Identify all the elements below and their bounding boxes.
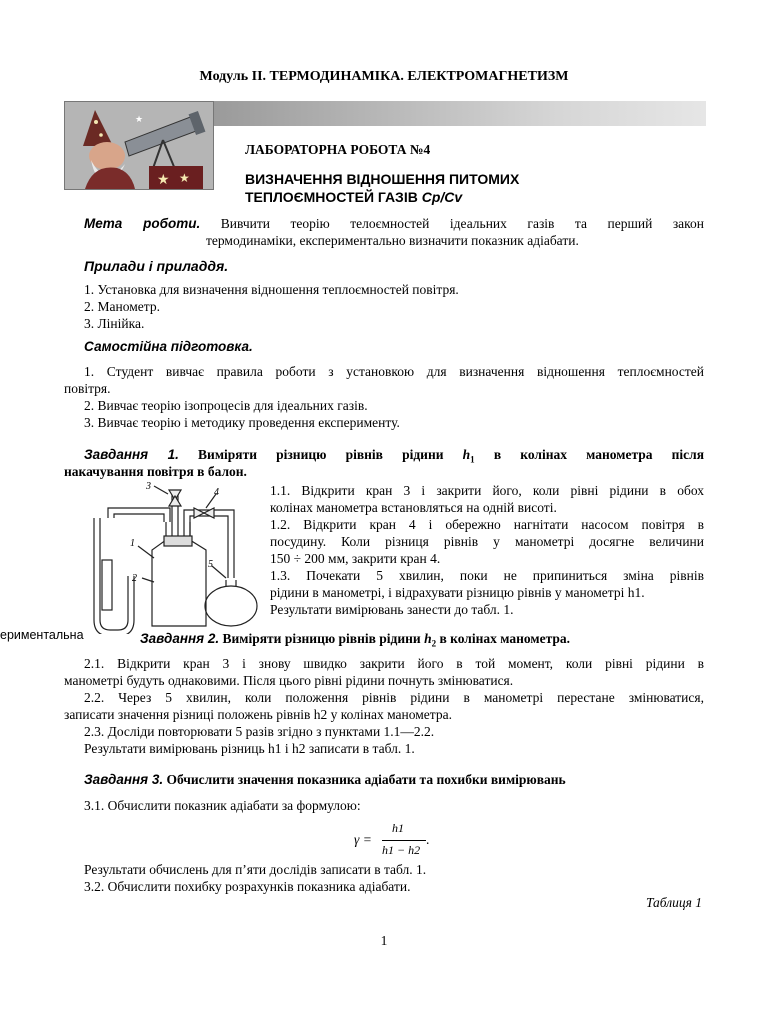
task1-step-line: 150 ÷ 200 мм, закрити кран 4. (270, 551, 441, 566)
formula-lhs: γ = (354, 832, 372, 847)
task1-title-line2: накачування повітря в балон. (64, 464, 247, 479)
task1-heading (64, 446, 704, 480)
instrument-item: 1. Установка для визначення відношення теплоємностей повітря. (84, 282, 459, 297)
task3-p1: 3.1. Обчислити показник адіабати за формулою: (84, 798, 361, 813)
self-prep-item3: 3. Вивчає теорію і методику проведення експерименту. (84, 415, 400, 430)
module-title: Модуль ІІ. ТЕРМОДИНАМІКА. ЕЛЕКТРОМАГНЕТИЗМ (199, 69, 569, 84)
page-number: 1 (380, 933, 388, 948)
diagram-label: 4 (214, 487, 219, 498)
self-prep-item2: 2. Вивчає теорію ізопроцесів для ідеальних газів. (84, 398, 368, 413)
instrument-item: 2. Манометр. (84, 299, 160, 314)
banner-bar (212, 101, 706, 126)
instruments-list (84, 281, 459, 332)
astronomer-logo (64, 101, 214, 190)
task1-step-line: посудину. Коли різниця рівнів у манометрі досягне величини (270, 534, 704, 549)
task2-p3: 2.3. Досліди повторювати 5 разів згідно з пунктами 1.1—2.2. (84, 724, 435, 739)
adiabatic-formula (354, 818, 444, 864)
formula-numerator: h1 (392, 821, 404, 835)
diagram-label: 3 (146, 481, 151, 492)
task3-p3: 3.2. Обчислити похибку розрахунків показника адіабати. (84, 879, 411, 894)
apparatus-diagram (80, 478, 266, 634)
task2-body (64, 655, 704, 757)
task2-p1-line2: манометрі будуть однаковими. Після цього рівні рідини почнуть змінюватися. (64, 673, 514, 688)
task2-heading (140, 630, 570, 647)
task3-heading (84, 771, 566, 788)
diagram-label: 5 (208, 559, 213, 570)
task2-title-var: h (424, 631, 432, 646)
self-prep-item1-cont: повітря. (64, 381, 111, 396)
svg-text:★: ★ (157, 172, 170, 188)
self-prep-list (64, 363, 704, 431)
lab-title-line2 (245, 188, 519, 206)
svg-text:★: ★ (179, 171, 190, 185)
task1-step-line: Результати вимірювань занести до табл. 1. (270, 602, 514, 617)
task1-title-var: h (462, 447, 471, 462)
task2-p2-line2: записати значення різниці положень рівнів h2 у колінах манометра. (64, 707, 452, 722)
formula-denominator: h1 − h2 (382, 843, 421, 857)
diagram-caption-fragment: ериментальна (0, 628, 84, 642)
formula-fraction-bar (382, 840, 426, 841)
task1-step-line: 1.3. Почекати 5 хвилин, поки не припиниться зміна рівнів (270, 568, 704, 583)
table-caption: Таблиця 1 (645, 895, 702, 910)
task1-step-line: 1.1. Відкрити кран 3 і закрити його, коли рівні рідини в обох (270, 483, 704, 498)
task2-title-sub: 2 (431, 638, 437, 649)
task3-title: Обчислити значення показника адіабати та похибки вимірювань (166, 772, 566, 787)
lab-title-ratio: Cp/Cv (421, 189, 463, 205)
lab-title-line2-text: ТЕПЛОЄМНОСТЕЙ ГАЗІВ (245, 189, 418, 205)
task3-label: Завдання 3. (84, 772, 164, 787)
task2-title-end: в колінах манометра. (439, 631, 571, 646)
task1-step-line: колінах манометра встановляться на одній висоті. (270, 500, 557, 515)
goal-label: Мета роботи. (84, 216, 201, 231)
diagram-label: 2 (132, 573, 137, 584)
apparatus-svg (80, 478, 266, 634)
task1-step-line: рідини в манометрі, і відрахувати різницю рівнів у манометрі h1. (270, 585, 645, 600)
formula-end: . (426, 832, 430, 847)
instrument-item: 3. Лінійка. (84, 316, 145, 331)
task2-p4: Результати вимірювань різниць h1 і h2 записати в табл. 1. (84, 741, 415, 756)
lab-title (245, 170, 519, 206)
lab-number: ЛАБОРАТОРНА РОБОТА №4 (245, 142, 431, 157)
goal-section (84, 215, 704, 249)
task2-title: Виміряти різницю рівнів рідини (222, 631, 421, 646)
task3-p2: Результати обчислень для п’яти дослідів записати в табл. 1. (84, 862, 427, 877)
task1-title-a: Виміряти різницю рівнів рідини (198, 447, 444, 462)
diagram-label: 1 (130, 538, 135, 549)
task2-p2-line1: 2.2. Через 5 хвилин, коли положення рівнів рідини в манометрі перестане змінюватися, (84, 690, 704, 705)
goal-text-line2: термодинаміки, експериментально визначити показник адіабати. (206, 233, 579, 248)
task1-label: Завдання 1. (84, 447, 179, 462)
task2-label: Завдання 2. (140, 631, 220, 646)
instruments-heading: Прилади і приладдя. (84, 258, 229, 274)
self-prep-heading: Самостійна підготовка. (84, 339, 253, 354)
self-prep-item1: 1. Студент вивчає правила роботи з установкою для визначення відношення теплоємностей (84, 364, 704, 379)
astronomer-illustration (65, 102, 213, 189)
lab-title-line1: ВИЗНАЧЕННЯ ВІДНОШЕННЯ ПИТОМИХ (245, 171, 520, 187)
task1-title-b: в колінах манометра після (493, 447, 705, 462)
svg-text:★: ★ (135, 115, 144, 125)
task1-step-line: 1.2. Відкрити кран 4 і обережно нагнітати насосом повітря в (270, 517, 704, 532)
goal-text-line1: Вивчити теорію телоємностей ідеальних газів та перший закон (220, 216, 704, 231)
task1-steps (270, 482, 704, 618)
task1-title-sub: 1 (470, 454, 475, 465)
task2-p1-line1: 2.1. Відкрити кран 3 і знову швидко закрити його в той момент, коли рівні рідини в (84, 656, 704, 671)
